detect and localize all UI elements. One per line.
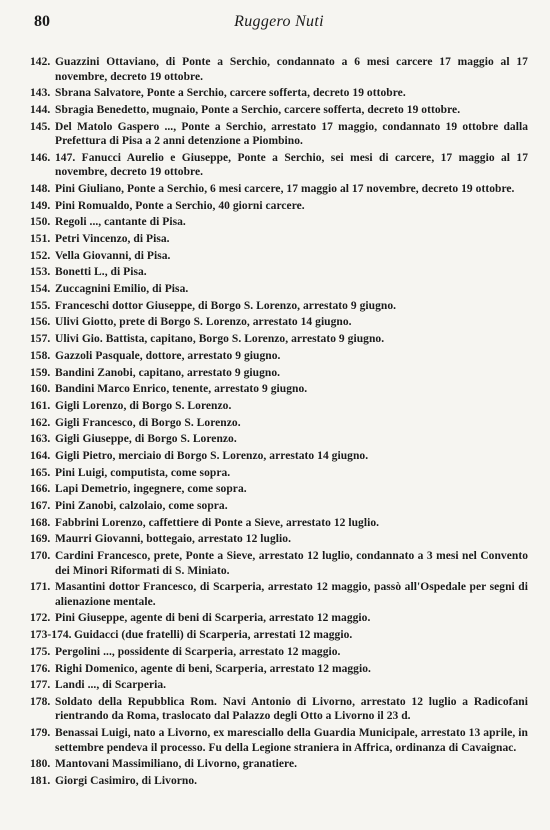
entry-number: 171. [30,581,51,594]
list-item [30,86,528,101]
entry-number: 167. [30,500,51,512]
entry-number: 162. [30,416,51,429]
list-item [30,628,528,643]
list-item [30,332,528,347]
entry-number: 164. [30,449,51,462]
entry-number: 177. [30,679,51,692]
entry-number: 165. [30,466,51,479]
list-item [30,774,528,789]
entry-text: Pini Giuseppe, agente di beni di Scarperia, arrestato 12 maggio. [55,612,371,625]
page-header [34,13,524,35]
list-item [30,416,528,431]
entry-text: Ulivi Gio. Battista, capitano, Borgo S. Lorenzo, arrestato 9 giugno. [55,333,385,346]
entry-text: Giorgi Casimiro, di Livorno. [55,774,198,787]
entry-text: Cardini Francesco, prete, Ponte a Sieve, arrestato 12 luglio, condannato a 3 mesi nel Convento dei Minori Riformati di S. Miniato. [55,550,528,577]
entry-text: Franceschi dottor Giuseppe, di Borgo S. Lorenzo, arrestato 9 giugno. [55,299,397,312]
entry-number: 152. [30,249,51,262]
entry-text: Benassai Luigi, nato a Livorno, ex maresciallo della Guardia Municipale, arrestato 13 aprile, in settembre pendeva il processo. Fu della Legione straniera in Affrica, ordinanza di Cavaignac. [55,727,528,754]
entry-text: Pini Romualdo, Ponte a Serchio, 40 giorni carcere. [55,199,305,212]
entry-text: Soldato della Repubblica Rom. Navi Antonio di Livorno, arrestato 12 luglio a Radicofani rientrando da Roma, traslocato dal Palazzo degli Otto a Livorno il 23 d. [55,695,528,723]
list-item [30,580,528,609]
list-item [30,315,528,330]
entry-number: 142. [30,56,51,68]
entry-text: Bandini Marco Enrico, tenente, arrestato 9 giugno. [55,383,308,396]
page-number: 80 [34,13,50,30]
entry-text: Vella Giovanni, di Pisa. [55,249,171,262]
list-item [30,482,528,497]
list-item [30,516,528,531]
list-item [30,611,528,626]
entry-number: 175. [30,645,51,658]
entry-number: 180. [30,758,51,771]
entry-number: 148. [30,182,51,195]
entry-text: Ulivi Giotto, prete di Borgo S. Lorenzo, arrestato 14 giugno. [55,316,352,329]
list-item [30,249,528,264]
entry-number: 170. [30,550,51,563]
entry-number: 158. [30,349,51,362]
list-item [30,662,528,677]
entry-number: 156. [30,316,51,329]
entry-number: 160. [30,383,51,396]
entry-number: 166. [30,483,51,496]
entry-number: 153. [30,266,51,279]
entry-text: Pini Zanobi, calzolaio, come sopra. [55,500,228,512]
entry-text: Fabbrini Lorenzo, caffettiere di Ponte a Sieve, arrestato 12 luglio. [55,516,380,529]
entry-text: Sbragia Benedetto, mugnaio, Ponte a Serchio, carcere sofferta, decreto 19 ottobre. [55,103,461,116]
entry-text: Gigli Lorenzo, di Borgo S. Lorenzo. [55,399,232,412]
entry-number: 161. [30,399,51,412]
entry-number: 179. [30,727,51,740]
entry-text: Sbrana Salvatore, Ponte a Serchio, carcere sofferta, decreto 19 ottobre. [55,87,406,100]
list-item [30,349,528,364]
entry-number: 173-174. [30,629,72,642]
entry-text: Regoli ..., cantante di Pisa. [55,216,186,229]
list-item [30,265,528,280]
entry-text: Righi Domenico, agente di beni, Scarperia, arrestato 12 maggio. [55,662,371,675]
entry-number: 149. [30,199,51,212]
list-item [30,215,528,230]
list-item [30,449,528,464]
entry-number: 159. [30,366,51,379]
list-item [30,366,528,381]
entry-text: 147. Fanucci Aurelio e Giuseppe, Ponte a Serchio, sei mesi di carcere, 17 maggio al 17 novembre, decreto 19 ottobre. [55,151,528,179]
list-item [30,232,528,247]
entry-number: 150. [30,216,51,229]
entry-number: 155. [30,299,51,312]
entry-text: Pini Giuliano, Ponte a Serchio, 6 mesi carcere, 17 maggio al 17 novembre, decreto 19 ottobre. [55,182,515,195]
entry-number: 178. [30,695,51,708]
entry-text: Petri Vincenzo, di Pisa. [55,233,170,245]
entry-number: 146. [30,151,51,164]
entry-number: 169. [30,533,51,546]
list-item [30,382,528,397]
entry-text: Gigli Francesco, di Borgo S. Lorenzo. [55,416,241,429]
entry-number: 163. [30,433,51,446]
list-item [30,695,528,724]
entry-text: Maurri Giovanni, bottegaio, arrestato 12 luglio. [55,533,292,546]
entry-number: 181. [30,774,51,787]
entry-text: Masantini dottor Francesco, di Scarperia, arrestato 12 maggio, passò all'Ospedale per segni di alienazione mentale. [55,581,528,608]
entry-number: 143. [30,87,51,100]
list-item [30,120,528,149]
list-item [30,645,528,660]
list-item [30,466,528,481]
entry-text: Guazzini Ottaviano, di Ponte a Serchio, condannato a 6 mesi carcere 17 maggio al 17 novembre, decreto 19 ottobre. [55,56,528,83]
list-item [30,757,528,772]
list-item [30,55,528,84]
entry-text: Bandini Zanobi, capitano, arrestato 9 giugno. [55,366,281,379]
list-item [30,182,528,197]
entry-text: Pergolini ..., possidente di Scarperia, arrestato 12 maggio. [55,645,341,658]
entry-number: 144. [30,103,51,116]
list-item [30,282,528,297]
entry-text: Zuccagnini Emilio, di Pisa. [55,283,189,296]
entry-text: Landi ..., di Scarperia. [55,679,167,692]
entry-text: Del Matolo Gaspero ..., Ponte a Serchio, arrestato 17 maggio, condannato 19 ottobre dalla Prefettura di Pisa a 2 anni detenzione a Piombino. [55,120,528,148]
entry-number: 157. [30,333,51,346]
list-item [30,399,528,414]
entry-text: Gigli Giuseppe, di Borgo S. Lorenzo. [55,433,237,446]
entry-text: Gigli Pietro, merciaio di Borgo S. Lorenzo, arrestato 14 giugno. [55,449,369,462]
list-item [30,499,528,514]
entry-number: 172. [30,612,51,625]
list-item [30,151,528,180]
entry-number: 145. [30,120,51,133]
list-item [30,726,528,755]
entry-number: 151. [30,233,51,245]
running-title: Ruggero Nuti [234,13,324,30]
entry-number: 176. [30,662,51,675]
list-item [30,103,528,118]
entry-text: Bonetti L., di Pisa. [55,266,147,279]
entry-text: Lapi Demetrio, ingegnere, come sopra. [55,483,247,496]
list-item [30,199,528,214]
entry-list [30,55,528,791]
list-item [30,532,528,547]
list-item [30,432,528,447]
list-item [30,299,528,314]
entry-text: Guidacci (due fratelli) di Scarperia, arrestati 12 maggio. [74,629,353,642]
list-item [30,549,528,578]
entry-number: 168. [30,516,51,529]
list-item [30,678,528,693]
entry-text: Pini Luigi, computista, come sopra. [55,466,231,479]
entry-text: Mantovani Massimiliano, di Livorno, granatiere. [55,758,298,771]
entry-number: 154. [30,283,51,296]
entry-text: Gazzoli Pasquale, dottore, arrestato 9 giugno. [55,349,281,362]
